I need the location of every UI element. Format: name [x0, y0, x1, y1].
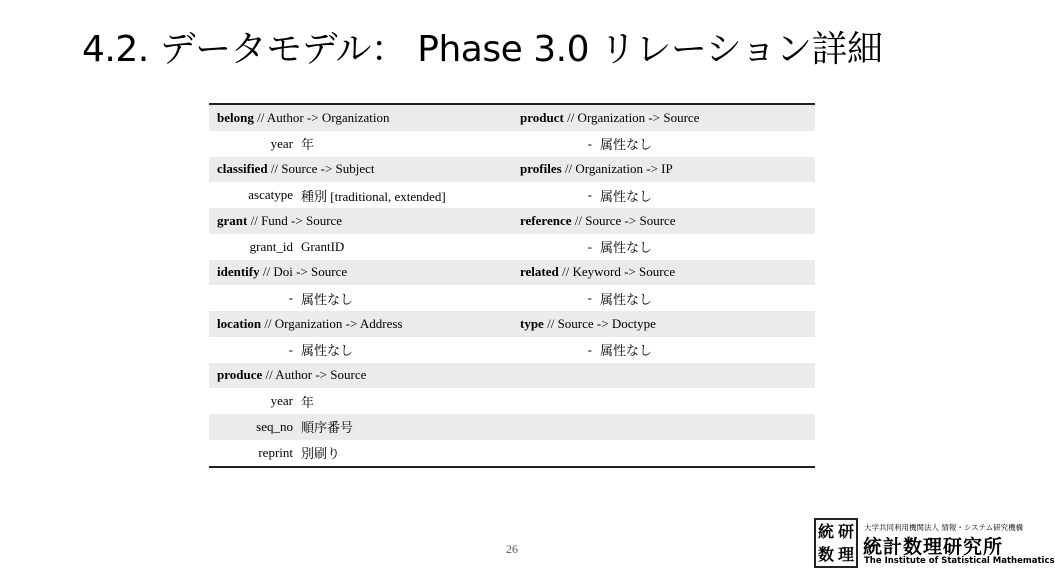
table-row — [209, 388, 815, 414]
table-cell-right — [512, 285, 815, 311]
attribute-key: ascatype — [248, 187, 293, 203]
attribute-key: - — [288, 290, 293, 306]
relation-name: classified — [217, 161, 268, 177]
attribute-key: - — [587, 341, 592, 357]
relation-endpoints: // Source -> Source — [571, 212, 676, 228]
relation-name: grant — [217, 212, 248, 228]
attribute-key: year — [270, 135, 293, 151]
logo-org-name-en: The Institute of Statistical Mathematics — [864, 556, 1055, 566]
table-cell-left — [209, 337, 512, 363]
relation-heading — [512, 264, 675, 280]
relation-endpoints: // Organization -> Address — [261, 315, 403, 331]
attribute-value: 属性なし — [301, 343, 354, 359]
relation-heading — [209, 213, 342, 229]
table-cell-right — [512, 414, 815, 440]
table-cell-right — [512, 182, 815, 208]
table-cell-right — [512, 208, 815, 234]
attribute-value: 別刷り — [301, 446, 341, 462]
attribute-key: - — [587, 135, 592, 151]
table-cell-left — [209, 414, 512, 440]
table-row — [209, 131, 815, 157]
table-cell-left — [209, 157, 512, 183]
relation-heading — [209, 264, 347, 280]
attribute-value: 種別 [traditional, extended] — [301, 188, 446, 204]
relation-name: produce — [217, 367, 263, 383]
table-cell-right — [512, 388, 815, 414]
institute-logo — [814, 518, 1055, 570]
table-cell-left — [209, 131, 512, 157]
relation-heading — [512, 110, 699, 126]
logo-mark-char: 統 — [817, 521, 834, 541]
relation-heading — [209, 161, 375, 177]
relation-heading — [209, 316, 402, 332]
table-cell-left — [209, 260, 512, 286]
table-cell-left — [209, 285, 512, 311]
attribute-key: year — [270, 393, 293, 409]
relation-name: profiles — [520, 161, 562, 177]
table-cell-right — [512, 131, 815, 157]
relation-name: belong — [217, 109, 254, 125]
attribute-key: reprint — [258, 444, 293, 460]
attribute-key: - — [587, 187, 592, 203]
relation-name: reference — [520, 212, 572, 228]
attribute-key: - — [288, 341, 293, 357]
logo-org-top: 大学共同利用機関法人 情報・システム研究機構 — [864, 523, 1024, 532]
relation-endpoints: // Organization -> IP — [561, 161, 673, 177]
table-cell-left — [209, 182, 512, 208]
attribute-key: seq_no — [256, 418, 293, 434]
table-cell-left — [209, 440, 512, 466]
logo-mark-char: 理 — [837, 544, 854, 564]
attribute-value: 属性なし — [600, 188, 653, 204]
attribute-value: GrantID — [301, 238, 345, 254]
relation-heading — [209, 110, 389, 126]
table-cell-left — [209, 311, 512, 337]
table-cell-right — [512, 234, 815, 260]
table-row — [209, 311, 815, 337]
table-row — [209, 208, 815, 234]
relation-table — [209, 103, 815, 468]
relation-name: identify — [217, 264, 260, 280]
relation-heading — [512, 213, 676, 229]
logo-mark — [814, 518, 858, 568]
table-row — [209, 363, 815, 389]
attribute-value: 年 — [301, 394, 315, 410]
logo-org-name: 統計数理研究所 — [863, 536, 1004, 558]
table-row — [209, 440, 815, 466]
attribute-value: 属性なし — [600, 343, 653, 359]
table-row — [209, 285, 815, 311]
table-cell-right — [512, 337, 815, 363]
table-cell-right — [512, 105, 815, 131]
table-cell-left — [209, 363, 512, 389]
relation-endpoints: // Source -> Subject — [267, 161, 375, 177]
relation-endpoints: // Doi -> Source — [259, 264, 348, 280]
logo-mark-char: 数 — [817, 544, 834, 564]
attribute-value: 属性なし — [301, 291, 354, 307]
page-number: 26 — [506, 542, 518, 556]
slide-title: 4.2. データモデル： Phase 3.0 リレーション詳細 — [82, 29, 883, 70]
table-row — [209, 157, 815, 183]
relation-heading — [512, 161, 673, 177]
relation-endpoints: // Keyword -> Source — [558, 264, 676, 280]
relation-name: location — [217, 315, 262, 331]
table-cell-right — [512, 157, 815, 183]
relation-endpoints: // Source -> Doctype — [543, 315, 656, 331]
relation-heading — [209, 367, 366, 383]
relation-endpoints: // Fund -> Source — [247, 212, 343, 228]
logo-mark-char: 研 — [837, 521, 854, 541]
relation-name: related — [520, 264, 559, 280]
attribute-value: 順序番号 — [301, 420, 354, 436]
table-row — [209, 414, 815, 440]
table-row — [209, 105, 815, 131]
attribute-key: - — [587, 290, 592, 306]
attribute-value: 属性なし — [600, 137, 653, 153]
relation-endpoints: // Organization -> Source — [563, 109, 700, 125]
attribute-value: 年 — [301, 137, 315, 153]
table-cell-right — [512, 260, 815, 286]
table-row — [209, 337, 815, 363]
relation-name: type — [520, 315, 544, 331]
table-cell-left — [209, 234, 512, 260]
relation-heading — [512, 316, 656, 332]
table-cell-right — [512, 440, 815, 466]
attribute-key: grant_id — [249, 238, 293, 254]
table-cell-left — [209, 388, 512, 414]
table-row — [209, 234, 815, 260]
table-cell-left — [209, 105, 512, 131]
table-cell-right — [512, 311, 815, 337]
attribute-value: 属性なし — [600, 240, 653, 256]
relation-endpoints: // Author -> Source — [262, 367, 367, 383]
table-row — [209, 260, 815, 286]
attribute-key: - — [587, 238, 592, 254]
table-row — [209, 182, 815, 208]
relation-name: product — [520, 109, 564, 125]
table-cell-right — [512, 363, 815, 389]
table-cell-left — [209, 208, 512, 234]
relation-endpoints: // Author -> Organization — [253, 109, 390, 125]
attribute-value: 属性なし — [600, 291, 653, 307]
